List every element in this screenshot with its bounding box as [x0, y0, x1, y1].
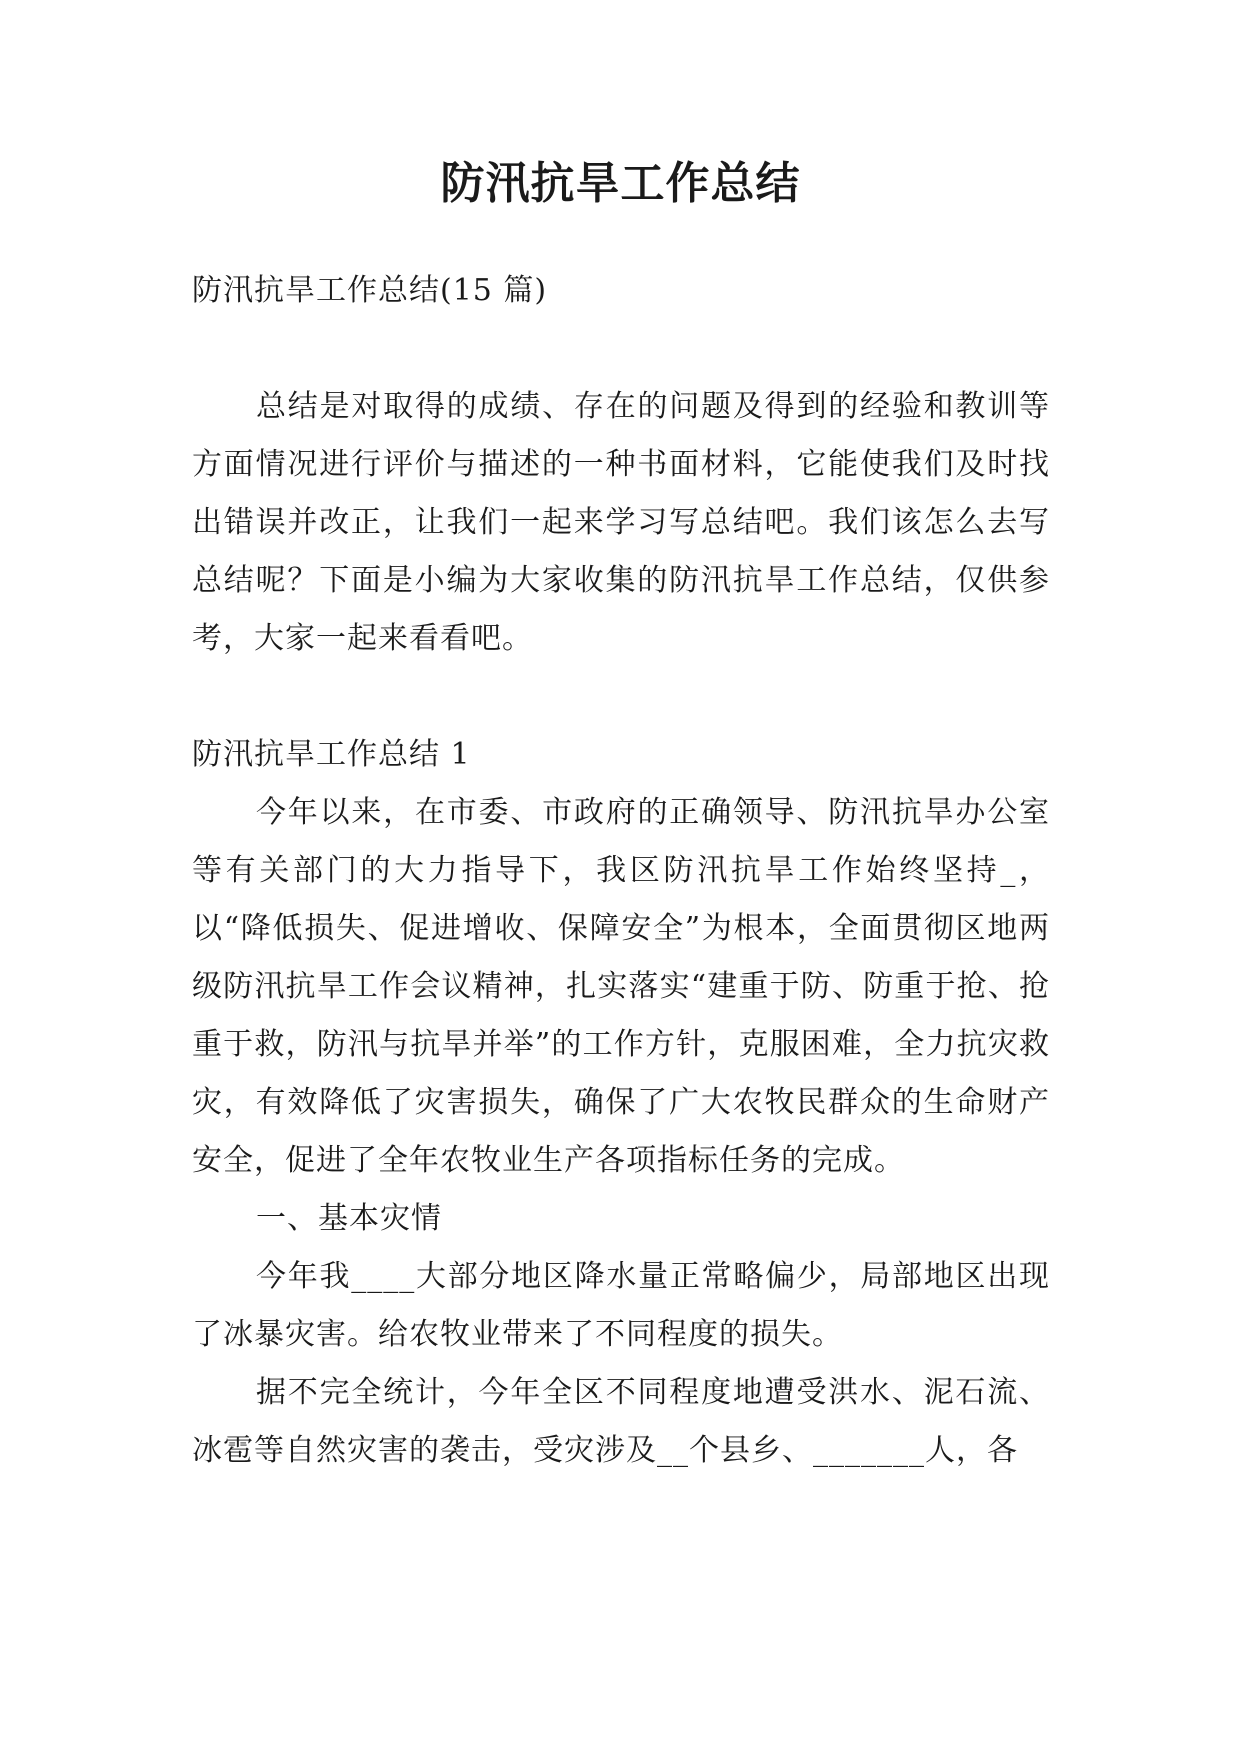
document-title: 防汛抗旱工作总结 — [440, 158, 801, 209]
subsection-heading: 一、基本灾情 — [256, 1201, 442, 1236]
body-paragraph: 今年我____大部分地区降水量正常略偏少，局部地区出现了冰暴灾害。给农牧业带来了不同程度的损失。 — [192, 1259, 1050, 1352]
body-paragraph: 今年以来，在市委、市政府的正确领导、防汛抗旱办公室等有关部门的大力指导下，我区防汛抗旱工作始终坚持_，以“降低损失、促进增收、保障安全”为根本，全面贯彻区地两级防汛抗旱工作会议精神，扎实落实“建重于防、防重于抢、抢重于救，防汛与抗旱并举”的工作方针，克服困难，全力抗灾救灾，有效降低了灾害损失，确保了广大农牧民群众的生命财产安全，促进了全年农牧业生产各项指标任务的完成。 — [192, 795, 1050, 1178]
body-paragraph: 据不完全统计，今年全区不同程度地遭受洪水、泥石流、冰雹等自然灾害的袭击，受灾涉及__个县乡、_______人，各 — [192, 1375, 1050, 1468]
document-subtitle: 防汛抗旱工作总结(15 篇) — [192, 273, 548, 308]
document-body — [192, 262, 1050, 1480]
section-heading: 防汛抗旱工作总结 1 — [192, 737, 471, 772]
intro-paragraph: 总结是对取得的成绩、存在的问题及得到的经验和教训等方面情况进行评价与描述的一种书面材料，它能使我们及时找出错误并改正，让我们一起来学习写总结吧。我们该怎么去写总结呢？下面是小编为大家收集的防汛抗旱工作总结，仅供参考，大家一起来看看吧。 — [192, 389, 1050, 656]
